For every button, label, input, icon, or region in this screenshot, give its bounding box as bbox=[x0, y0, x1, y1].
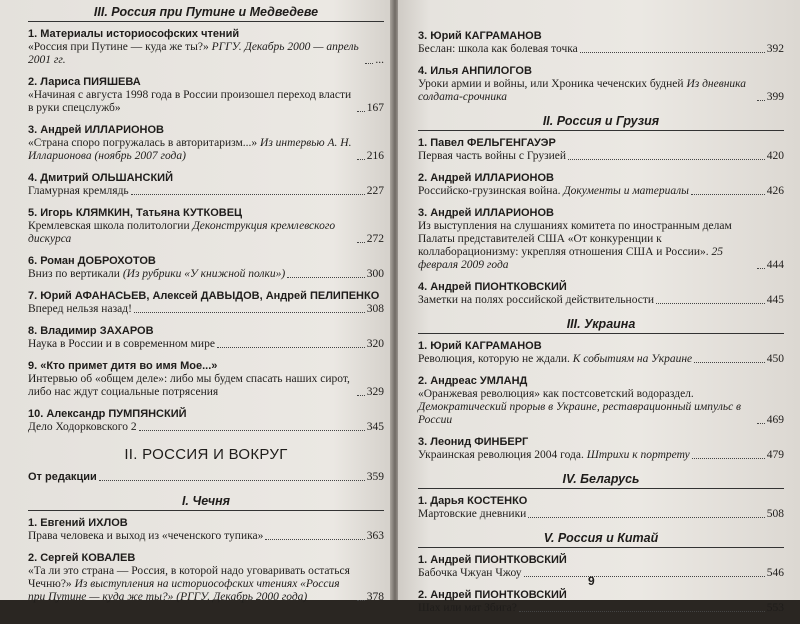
entry-text bbox=[28, 137, 355, 163]
page-number: 420 bbox=[766, 150, 784, 162]
dot-leader bbox=[692, 458, 765, 459]
page-number: 450 bbox=[766, 353, 784, 365]
entry-author: 3. Андрей ИЛЛАРИОНОВ bbox=[28, 124, 164, 136]
entry-title: Бабочка Чжуан Чжоу bbox=[418, 567, 522, 579]
page-number: 359 bbox=[366, 471, 384, 483]
dot-leader bbox=[287, 277, 365, 278]
left-page-content bbox=[28, 4, 384, 613]
entry-title: Революция, которую не ждали. bbox=[418, 353, 570, 365]
dot-leader bbox=[694, 362, 765, 363]
editorial-label: От редакции bbox=[28, 471, 97, 483]
entry-body bbox=[418, 150, 784, 163]
entry-text bbox=[28, 41, 363, 67]
dot-leader bbox=[519, 611, 765, 612]
entry-text bbox=[418, 567, 522, 580]
entry-text bbox=[418, 43, 578, 56]
page-number: 308 bbox=[366, 303, 384, 315]
toc-entry bbox=[28, 552, 384, 604]
entry-body bbox=[418, 353, 784, 366]
entry-author: 10. Александр ПУМПЯНСКИЙ bbox=[28, 408, 187, 420]
entry-source: Штрихи к портрету bbox=[586, 449, 690, 461]
entry-author: 5. Игорь КЛЯМКИН, Татьяна КУТКОВЕЦ bbox=[28, 207, 243, 219]
entry-title: Из выступления на слушаниях комитета по иностранным делам Палаты представителей США «От конкуренции к коллаборационизму: укрепляя отношения США и России». bbox=[418, 220, 732, 258]
entry-author: 7. Юрий АФАНАСЬЕВ, Алексей ДАВЫДОВ, Андрей ПЕЛИПЕНКО bbox=[28, 290, 380, 302]
entry-author: 1. Дарья КОСТЕНКО bbox=[418, 495, 528, 507]
page-number: 508 bbox=[766, 508, 784, 520]
toc-entry bbox=[418, 30, 784, 56]
entry-text bbox=[418, 508, 526, 521]
section-heading: V. Россия и Китай bbox=[418, 530, 784, 548]
dot-leader bbox=[524, 576, 765, 577]
page-number: 426 bbox=[766, 185, 784, 197]
dot-leader bbox=[580, 52, 765, 53]
entry-title: «Россия при Путине — куда же ты?» bbox=[28, 41, 209, 53]
entry-body bbox=[28, 137, 384, 163]
toc-entry bbox=[28, 172, 384, 198]
entry-title: Первая часть войны с Грузией bbox=[418, 150, 567, 162]
toc-entry bbox=[418, 375, 784, 427]
subsection-heading: I. Чечня bbox=[28, 493, 384, 511]
page-number: 553 bbox=[766, 602, 784, 614]
page-number: 469 bbox=[766, 414, 784, 426]
entry-text bbox=[28, 338, 215, 351]
entry-text bbox=[418, 449, 690, 462]
entry-body bbox=[28, 373, 384, 399]
dot-leader bbox=[357, 111, 365, 112]
entry-body bbox=[418, 388, 784, 427]
section-heading: III. Россия при Путине и Медведеве bbox=[28, 4, 384, 22]
page-number: 378 bbox=[366, 591, 384, 603]
toc-entry bbox=[28, 124, 384, 163]
toc-entry bbox=[28, 360, 384, 399]
dot-leader bbox=[656, 303, 765, 304]
dot-leader bbox=[365, 63, 373, 64]
entry-title: Шах или мат Збига? bbox=[418, 602, 517, 614]
entry-body bbox=[418, 185, 784, 198]
page-number: 329 bbox=[366, 386, 384, 398]
dot-leader bbox=[131, 194, 365, 195]
entry-body bbox=[28, 89, 384, 115]
entry-author: 4. Андрей ПИОНТКОВСКИЙ bbox=[418, 281, 567, 293]
entry-title: Интервью об «общем деле»: либо мы будем спасать наших сирот, либо нас ждут социальные потрясения bbox=[28, 373, 350, 398]
toc-entry-list bbox=[418, 340, 784, 462]
entry-text bbox=[28, 89, 355, 115]
section-heading: III. Украина bbox=[418, 316, 784, 334]
right-page bbox=[398, 0, 800, 614]
entry-source: Деконструкция кремлевского дискурса bbox=[28, 220, 336, 245]
page-number: 546 bbox=[766, 567, 784, 579]
entry-text bbox=[28, 220, 355, 246]
toc-entry bbox=[28, 517, 384, 543]
toc-entry bbox=[418, 589, 784, 615]
entry-title: Мартовские дневники bbox=[418, 508, 527, 520]
dot-leader bbox=[568, 159, 765, 160]
entry-text bbox=[418, 185, 689, 198]
entry-body bbox=[418, 43, 784, 56]
entry-source: К событиям на Украине bbox=[572, 353, 693, 365]
entry-body bbox=[28, 185, 384, 198]
toc-entry bbox=[28, 255, 384, 281]
toc-entry bbox=[418, 172, 784, 198]
entry-text bbox=[28, 565, 355, 604]
entry-source: Из выступления на историософских чтениях «Россия при Путине — куда же ты?» (РГГУ. Декабрь 2000 года) bbox=[28, 578, 340, 603]
page-number: 399 bbox=[766, 91, 784, 103]
entry-author: 1. Материалы историософских чтений bbox=[28, 28, 240, 40]
entry-title: Уроки армии и войны, или Хроника чеченских будней bbox=[418, 78, 684, 90]
entry-title: Заметки на полях российской действительности bbox=[418, 294, 655, 306]
dot-leader bbox=[139, 430, 365, 431]
entry-body bbox=[28, 338, 384, 351]
toc-entry bbox=[418, 340, 784, 366]
entry-text bbox=[28, 530, 263, 543]
dot-leader bbox=[757, 268, 765, 269]
left-page bbox=[0, 0, 392, 603]
entry-source: Документы и материалы bbox=[563, 185, 689, 197]
entry-text bbox=[418, 353, 692, 366]
page-number: ... bbox=[375, 54, 384, 66]
entry-title: Российско-грузинская война. bbox=[418, 185, 561, 197]
toc-entry-list bbox=[418, 495, 784, 521]
editorial-entry bbox=[28, 471, 384, 484]
entry-author: 9. «Кто примет дитя во имя Мое...» bbox=[28, 360, 218, 372]
entry-body bbox=[28, 421, 384, 434]
entry-text bbox=[418, 78, 755, 104]
page-number: 444 bbox=[766, 259, 784, 271]
entry-body bbox=[418, 449, 784, 462]
entry-body bbox=[418, 294, 784, 307]
dot-leader bbox=[99, 480, 365, 481]
entry-body bbox=[418, 508, 784, 521]
entry-source: Демократический прорыв в Украине, реставрационный импульс в России bbox=[418, 401, 742, 426]
toc-entry bbox=[28, 28, 384, 67]
page-number: 300 bbox=[366, 268, 384, 280]
entry-author: 2. Андрей ПИОНТКОВСКИЙ bbox=[418, 589, 567, 601]
entry-source: РГГУ. Декабрь 2000 — апрель 2001 гг. bbox=[28, 41, 359, 66]
toc-entry bbox=[418, 65, 784, 104]
dot-leader bbox=[691, 194, 765, 195]
dot-leader bbox=[357, 242, 365, 243]
entry-source: Из дневника солдата-срочника bbox=[418, 78, 747, 103]
entry-author: 3. Юрий КАГРАМАНОВ bbox=[418, 30, 542, 42]
page-number: 445 bbox=[766, 294, 784, 306]
entry-author: 8. Владимир ЗАХАРОВ bbox=[28, 325, 154, 337]
page-number: 392 bbox=[766, 43, 784, 55]
entry-body bbox=[418, 567, 784, 580]
toc-entry bbox=[418, 207, 784, 272]
entry-text bbox=[28, 185, 129, 198]
page-number: 345 bbox=[366, 421, 384, 433]
toc-entry bbox=[28, 76, 384, 115]
section-heading: II. Россия и Грузия bbox=[418, 113, 784, 131]
toc-sections bbox=[418, 113, 784, 615]
entry-title: Наука в России и в современном мире bbox=[28, 338, 215, 350]
dot-leader bbox=[217, 347, 365, 348]
page-folio: 9 bbox=[588, 574, 595, 588]
entry-title: «Оранжевая революция» как постсоветский водораздел. bbox=[418, 388, 694, 400]
toc-entry-list bbox=[418, 554, 784, 615]
entry-body bbox=[28, 565, 384, 604]
toc-entry bbox=[28, 290, 384, 316]
entry-title: Права человека и выход из «чеченского тупика» bbox=[28, 530, 264, 542]
entry-author: 1. Андрей ПИОНТКОВСКИЙ bbox=[418, 554, 567, 566]
section-heading: IV. Беларусь bbox=[418, 471, 784, 489]
entry-title: Вперед нельзя назад! bbox=[28, 303, 132, 315]
entry-author: 2. Андрей ИЛЛАРИОНОВ bbox=[418, 172, 554, 184]
dot-leader bbox=[757, 423, 765, 424]
entry-author: 2. Андреас УМЛАНД bbox=[418, 375, 528, 387]
entry-author: 3. Андрей ИЛЛАРИОНОВ bbox=[418, 207, 554, 219]
entry-title: «Начиная с августа 1998 года в России произошел переход власти в руки спецслужб» bbox=[28, 89, 352, 114]
entry-author: 2. Лариса ПИЯШЕВА bbox=[28, 76, 141, 88]
entry-title: Кремлевская школа политологии bbox=[28, 220, 190, 232]
entry-author: 2. Сергей КОВАЛЕВ bbox=[28, 552, 136, 564]
entry-body bbox=[418, 602, 784, 615]
entry-title: Гламурная кремлядь bbox=[28, 185, 129, 197]
entry-body bbox=[28, 303, 384, 316]
entry-author: 3. Леонид ФИНБЕРГ bbox=[418, 436, 529, 448]
dot-leader bbox=[357, 395, 365, 396]
entry-title: «Та ли это страна — Россия, в которой надо уговаривать остаться Чечню?» bbox=[28, 565, 350, 590]
entry-author: 1. Евгений ИХЛОВ bbox=[28, 517, 128, 529]
entry-text bbox=[28, 303, 132, 316]
entry-body bbox=[418, 220, 784, 272]
entry-author: 4. Илья АНПИЛОГОВ bbox=[418, 65, 532, 77]
entry-text bbox=[418, 150, 566, 163]
dot-leader bbox=[757, 100, 765, 101]
entry-body bbox=[28, 220, 384, 246]
entry-body bbox=[28, 41, 384, 67]
toc-entry bbox=[418, 137, 784, 163]
toc-entry bbox=[28, 207, 384, 246]
toc-entry-list bbox=[418, 137, 784, 307]
page-number: 216 bbox=[366, 150, 384, 162]
part-heading: II. РОССИЯ И ВОКРУГ bbox=[124, 446, 288, 463]
page-number: 272 bbox=[366, 233, 384, 245]
entry-title: Беслан: школа как болевая точка bbox=[418, 43, 578, 55]
toc-entry bbox=[418, 495, 784, 521]
entry-title: «Страна споро погружалась в авторитаризм...» bbox=[28, 137, 258, 149]
entry-body bbox=[28, 530, 384, 543]
entry-body bbox=[418, 78, 784, 104]
toc-entry bbox=[418, 436, 784, 462]
entry-source: Из интервью А. Н. Илларионова (ноябрь 2007 года) bbox=[28, 137, 352, 162]
entry-source: 25 февраля 2009 года bbox=[418, 246, 723, 271]
entry-author: 1. Павел ФЕЛЬГЕНГАУЭР bbox=[418, 137, 556, 149]
entry-title: Дело Ходорковского 2 bbox=[28, 421, 137, 433]
dot-leader bbox=[357, 600, 365, 601]
toc-entry bbox=[28, 325, 384, 351]
entry-author: 1. Юрий КАГРАМАНОВ bbox=[418, 340, 542, 352]
toc-entry bbox=[418, 554, 784, 580]
dot-leader bbox=[528, 517, 764, 518]
page-number: 167 bbox=[366, 102, 384, 114]
right-page-content bbox=[418, 30, 784, 624]
dot-leader bbox=[134, 312, 365, 313]
dot-leader bbox=[265, 539, 364, 540]
page-number: 320 bbox=[366, 338, 384, 350]
entry-author: 4. Дмитрий ОЛЬШАНСКИЙ bbox=[28, 172, 173, 184]
toc-entry bbox=[418, 281, 784, 307]
entry-text bbox=[418, 388, 755, 427]
entry-text bbox=[28, 373, 355, 399]
entry-text bbox=[418, 220, 755, 272]
page-number: 363 bbox=[366, 530, 384, 542]
entry-text bbox=[28, 421, 137, 434]
page-number: 227 bbox=[366, 185, 384, 197]
dot-leader bbox=[357, 159, 365, 160]
entry-title: Украинская революция 2004 года. bbox=[418, 449, 584, 461]
toc-entry-list bbox=[28, 517, 384, 604]
toc-entry bbox=[28, 408, 384, 434]
toc-entry-list bbox=[418, 30, 784, 104]
entry-text bbox=[418, 602, 517, 615]
page-number: 479 bbox=[766, 449, 784, 461]
entry-source: (Из рубрики «У книжной полки») bbox=[122, 268, 286, 280]
toc-entry-list bbox=[28, 28, 384, 434]
entry-body bbox=[28, 268, 384, 281]
entry-text bbox=[418, 294, 654, 307]
entry-author: 6. Роман ДОБРОХОТОВ bbox=[28, 255, 156, 267]
entry-title: Вниз по вертикали bbox=[28, 268, 120, 280]
entry-text bbox=[28, 268, 285, 281]
